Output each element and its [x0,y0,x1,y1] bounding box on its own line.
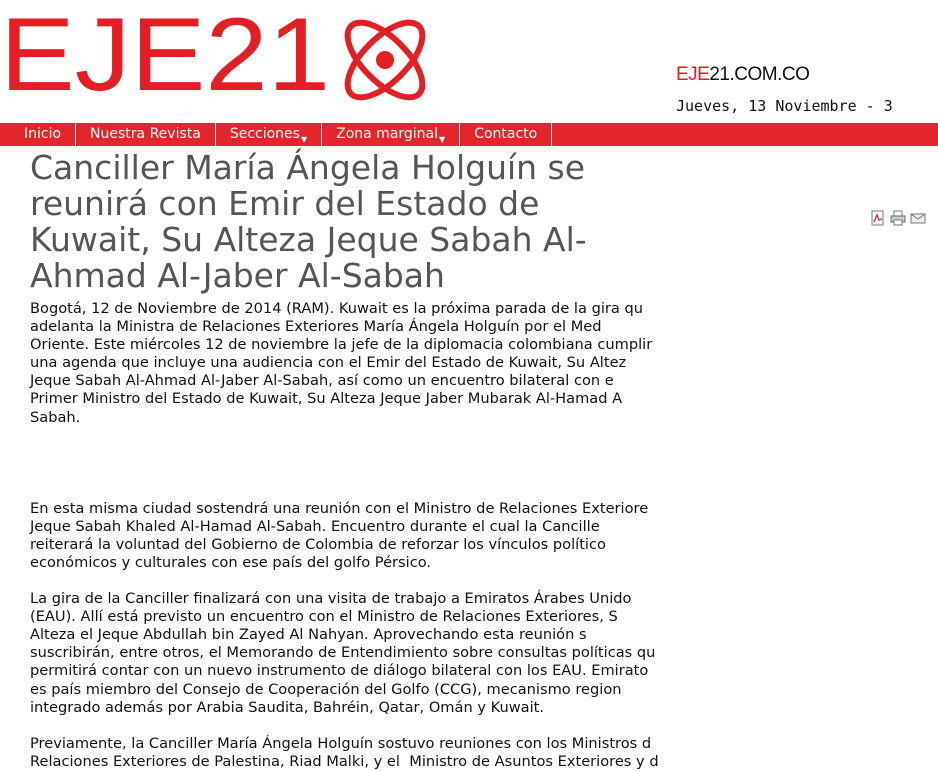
article-paragraph [30,300,938,427]
site-url-prefix: EJE [676,64,710,85]
title-line: reunirá con Emir del Estado de [30,184,540,223]
paragraph-line: permitirá contar con un nuevo instrumento de diálogo bilateral con los EAU. Emirato [30,662,649,680]
dropdown-arrow-icon: ▼ [439,135,446,144]
paragraph-line: Previamente, la Canciller María Ángela Holguín sostuvo reuniones con los Ministros d [30,734,652,752]
paragraph-line: Jeque Sabah Al-Ahmad Al-Jaber Al-Sabah, así como un encuentro bilateral con e [30,372,614,390]
print-icon[interactable] [890,210,906,226]
article-paragraph [30,590,938,717]
paragraph-line: económicos y culturales con ese país del golfo Pérsico. [30,553,432,571]
paragraph-line: La gira de la Canciller finalizará con una visita de trabajo a Emiratos Árabes Unido [30,590,632,608]
main-nav [0,123,938,146]
title-line: Ahmad Al-Jaber Al-Sabah [30,256,445,295]
nav-item-inicio[interactable] [0,123,76,146]
atom-icon [336,11,435,108]
paragraph-line: Sabah. [30,408,81,426]
paragraph-line: reiterará la voluntad del Gobierno de Colombia de reforzar los vínculos político [30,535,606,553]
current-date: Jueves, 13 Noviembre - 3 [676,97,893,115]
nav-item-label: Zona marginal [336,126,439,142]
paragraph-line: En esta misma ciudad sostendrá una reunión con el Ministro de Relaciones Exteriore [30,499,649,517]
paragraph-line: suscribirán, entre otros, el Memorando de Entendimiento sobre consultas políticas qu [30,644,656,662]
paragraph-spacer [30,717,938,735]
nav-item-secciones[interactable] [216,123,322,146]
nav-item-label: Secciones [229,126,300,142]
nav-item-zona-marginal[interactable] [322,123,460,146]
paragraph-line: una agenda que incluye una audiencia con el Emir del Estado de Kuwait, Su Altez [30,354,627,372]
pdf-icon[interactable] [870,210,886,226]
paragraph-line: Alteza el Jeque Abdullah bin Zayed Al Nahyan. Aprovechando esta reunión s [30,626,587,644]
article-body [30,300,938,771]
nav-item-nuestra-revista[interactable] [76,123,216,146]
paragraph-line: es país miembro del Consejo de Cooperación del Golfo (CCG), mecanismo region [30,680,622,698]
nav-item-label: Contacto [474,126,538,142]
paragraph-spacer [30,427,938,500]
site-url-suffix: 21.COM.CO [709,64,810,85]
article-paragraph [30,500,938,572]
paragraph-line: Relaciones Exteriores de Palestina, Riad Malki, y el Ministro de Asuntos Exteriores y d [30,752,659,770]
site-logo[interactable] [0,8,460,108]
paragraph-line: Oriente. Este miércoles 12 de noviembre la jefe de la diplomacia colombiana cumplir [30,336,653,354]
email-icon[interactable] [910,210,926,226]
paragraph-line: integrado además por Arabia Saudita, Bahréin, Qatar, Omán y Kuwait. [30,698,545,716]
paragraph-line: Primer Ministro del Estado de Kuwait, Su Alteza Jeque Jaber Mubarak Al-Hamad A [30,390,623,408]
title-line: Canciller María Ángela Holguín se [30,148,586,187]
article-paragraph [30,735,938,771]
dropdown-arrow-icon: ▼ [300,135,308,144]
logo-wordmark: EJE21 [0,8,330,108]
article-title [30,150,840,294]
nav-item-label: Inicio [24,126,62,142]
paragraph-line: Jeque Sabah Khaled Al-Hamad Al-Sabah. Encuentro durante el cual la Cancille [30,517,600,535]
paragraph-spacer [30,572,938,590]
title-line: Kuwait, Su Alteza Jeque Sabah Al- [30,220,587,259]
nav-item-contacto[interactable] [460,123,552,146]
article-tools [870,210,926,226]
site-url[interactable] [676,64,809,86]
paragraph-line: (EAU). Allí está previsto un encuentro con el Ministro de Relaciones Exteriores, S [30,608,618,626]
nav-item-label: Nuestra Revista [90,126,201,142]
paragraph-line: adelanta la Ministra de Relaciones Exteriores María Ángela Holguín por el Med [30,318,602,336]
paragraph-line: Bogotá, 12 de Noviembre de 2014 (RAM). Kuwait es la próxima parada de la gira qu [30,300,643,317]
